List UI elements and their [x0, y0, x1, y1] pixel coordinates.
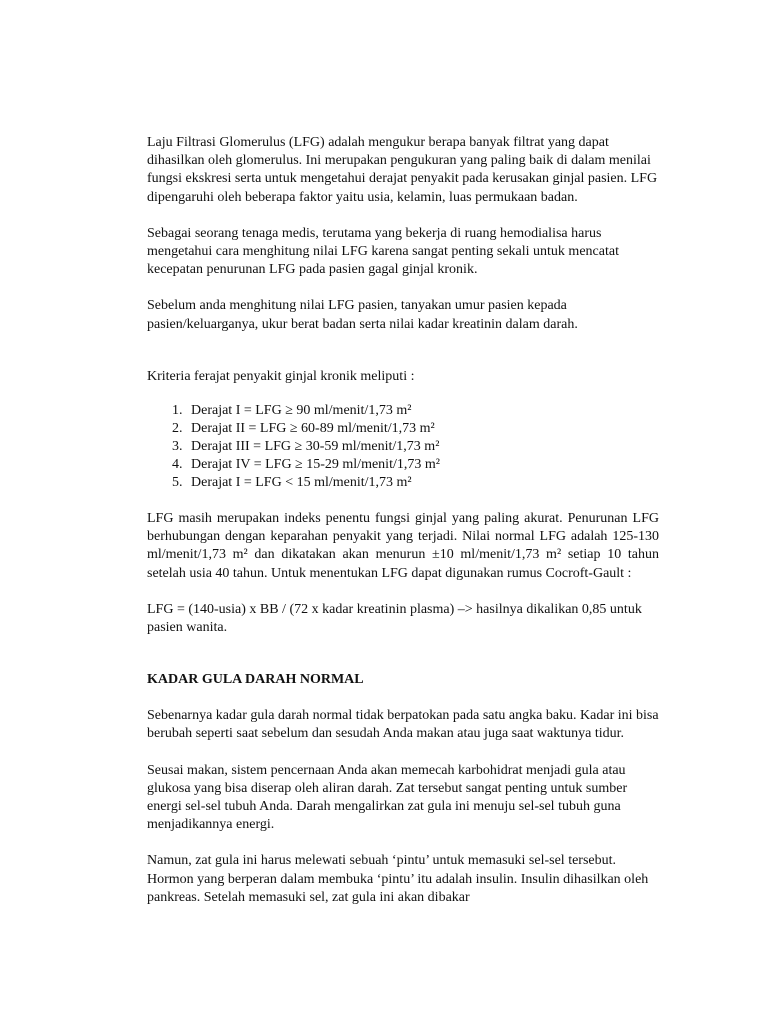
- list-item: 2. Derajat II = LFG ≥ 60-89 ml/menit/1,73 m²: [186, 420, 659, 438]
- list-item: 5. Derajat I = LFG < 15 ml/menit/1,73 m²: [186, 474, 659, 492]
- paragraph-blood-sugar-intro: Sebenarnya kadar gula darah normal tidak berpatokan pada satu angka baku. Kadar ini bisa berubah seperti saat sebelum dan sesudah Anda makan atau juga saat waktunya tidur.: [147, 708, 659, 742]
- paragraph-medical-staff: Sebagai seorang tenaga medis, terutama yang bekerja di ruang hemodialisa harus mengetahui cara menghitung nilai LFG karena sangat penting sekali untuk mencatat kecepatan penurunan LFG pada pasien gagal ginjal kronik.: [147, 225, 619, 278]
- list-item: 4. Derajat IV = LFG ≥ 15-29 ml/menit/1,73 m²: [186, 456, 659, 474]
- paragraph-digestion: Seusai makan, sistem pencernaan Anda akan memecah karbohidrat menjadi gula atau glukosa yang bisa diserap oleh aliran darah. Zat tersebut sangat penting untuk sumber energi sel-sel tubuh Anda. Darah mengalirkan zat gula ini menuju sel-sel tubuh guna menjadikannya energi.: [147, 762, 628, 833]
- criteria-list: [147, 402, 659, 492]
- list-item: 1. Derajat I = LFG ≥ 90 ml/menit/1,73 m²: [186, 402, 659, 420]
- section-heading: KADAR GULA DARAH NORMAL: [147, 672, 364, 688]
- paragraph-criteria-intro: Kriteria ferajat penyakit ginjal kronik meliputi :: [147, 368, 415, 384]
- list-item: 3. Derajat III = LFG ≥ 30-59 ml/menit/1,73 m²: [186, 438, 659, 456]
- paragraph-insulin: Namun, zat gula ini harus melewati sebuah ‘pintu’ untuk memasuki sel-sel tersebut. Hormon yang berperan dalam membuka ‘pintu’ itu adalah insulin. Insulin dihasilkan oleh pankreas. Setelah memasuki sel, zat gula ini akan dibakar: [147, 853, 649, 905]
- document-body: [147, 134, 659, 907]
- paragraph-lfg-definition: Laju Filtrasi Glomerulus (LFG) adalah mengukur berapa banyak filtrat yang dapat dihasilkan oleh glomerulus. Ini merupakan pengukuran yang paling baik di dalam menilai fungsi ekskresi serta untuk mengetahui derajat penyakit pada kerusakan ginjal pasien. LFG dipengaruhi oleh beberapa faktor yaitu usia, kelamin, luas permukaan badan.: [147, 135, 658, 205]
- paragraph-before-calculation: Sebelum anda menghitung nilai LFG pasien, tanyakan umur pasien kepada pasien/keluarganya, ukur berat badan serta nilai kadar kreatinin dalam darah.: [147, 298, 578, 332]
- paragraph-lfg-index: LFG masih merupakan indeks penentu fungsi ginjal yang paling akurat. Penurunan LFG berhubungan dengan keparahan penyakit yang terjadi. Nilai normal LFG adalah 125-130 ml/menit/1,73 m² dan dikatakan akan menurun ±10 ml/menit/1,73 m² setiap 10 tahun setelah usia 40 tahun. Untuk menentukan LFG dapat digunakan rumus Cocroft-Gault :: [147, 511, 659, 581]
- paragraph-formula: LFG = (140-usia) x BB / (72 x kadar kreatinin plasma) –> hasilnya dikalikan 0,85 untuk pasien wanita.: [147, 601, 642, 636]
